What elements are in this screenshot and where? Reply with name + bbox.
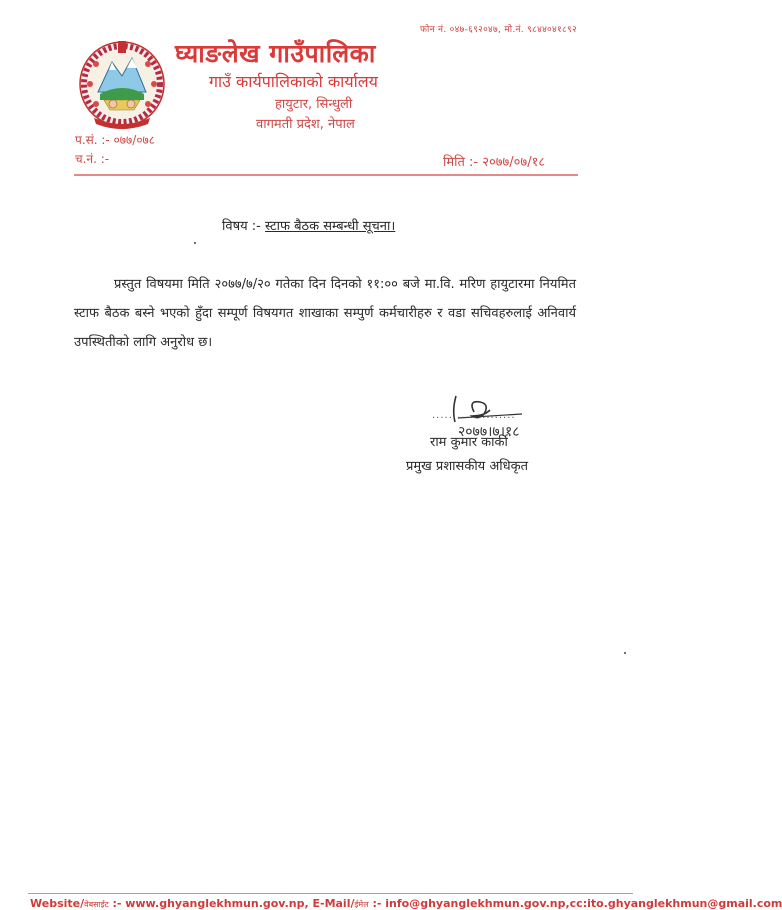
letter-date: मिति :- २०७७/०७/१८ <box>443 155 546 170</box>
letter-body: प्रस्तुत विषयमा मिति २०७७/७/२० गतेका दिन दिनको ११:०० बजे मा.वि. मरिण हायुटारमा नियमित स्टाफ बैठक बस्ने भएको हुँदा सम्पूर्ण विषयगत शाखाका सम्पुर्ण कर्मचारीहरु र वडा सचिवहरुलाई अनिवार्य उपस्थितीको लागि अनुरोध छ। <box>74 277 576 350</box>
office-address: हायुटार, सिन्धुली <box>275 97 353 112</box>
email-label-np: ईमेल <box>354 900 369 909</box>
signer-title: प्रमुख प्रशासकीय अधिकृत <box>406 459 529 474</box>
footer-divider <box>28 893 633 894</box>
signature-date: २०७७।७।१८ <box>458 424 520 440</box>
email-link[interactable]: info@ghyanglekhmun.gov.np,cc:ito.ghyanglekhmun@gmail.com <box>385 897 782 910</box>
signer-name: राम कुमार कार्की <box>430 435 508 450</box>
signature-dots: .................... <box>432 410 516 421</box>
website-label: Website/ <box>30 897 85 910</box>
office-province: वागमती प्रदेश, नेपाल <box>256 117 355 132</box>
subject-text: स्टाफ बैठक सम्बन्धी सूचना। <box>265 219 396 234</box>
org-name: घ्याङलेख गाउँपालिका <box>175 39 376 68</box>
contact-line: फोन नं. ०४७-६९२०४७, मो.नं. ९८४४०४१८९२ <box>420 25 577 35</box>
dispatch-number: च.नं. :- <box>75 152 110 166</box>
website-separator: :- <box>108 897 126 910</box>
scan-speck <box>194 242 196 244</box>
header-divider <box>74 174 578 176</box>
scan-speck <box>624 652 626 654</box>
email-separator: :- <box>368 897 386 910</box>
subject-line <box>222 216 395 234</box>
email-label: E-Mail/ <box>308 897 355 910</box>
website-link[interactable]: www.ghyanglekhmun.gov.np, <box>125 897 309 910</box>
reference-number: प.सं. :- ०७७/०७८ <box>75 133 156 147</box>
nepal-emblem-icon <box>76 38 168 130</box>
website-label-np: वेबसाईट <box>84 900 109 909</box>
subject-label: विषय :- <box>222 219 261 234</box>
footer-contact <box>30 897 782 910</box>
office-name: गाउँ कार्यपालिकाको कार्यालय <box>209 72 378 91</box>
